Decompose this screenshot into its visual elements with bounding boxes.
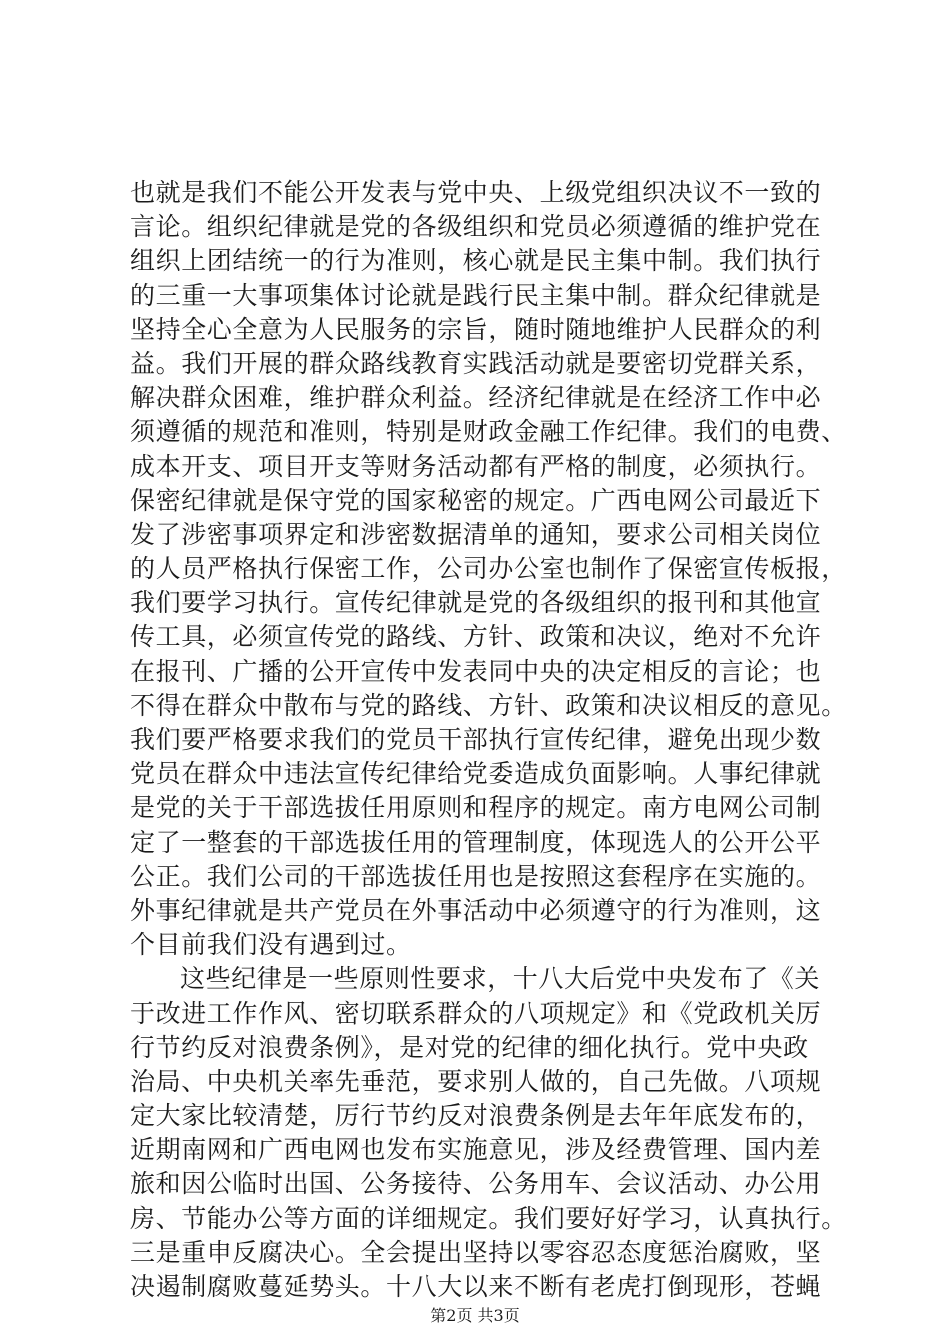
text-line: 不得在群众中散布与党的路线、方针、政策和决议相反的意见。 (130, 690, 847, 720)
text-line: 传工具，必须宣传党的路线、方针、政策和决议，绝对不允许 (130, 622, 822, 652)
text-line: 在报刊、广播的公开宣传中发表同中央的决定相反的言论；也 (130, 656, 822, 686)
text-line: 解决群众困难，维护群众利益。经济纪律就是在经济工作中必 (130, 383, 822, 413)
text-line: 益。我们开展的群众路线教育实践活动就是要密切党群关系， (130, 348, 822, 378)
text-line: 言论。组织纪律就是党的各级组织和党员必须遵循的维护党在 (130, 212, 822, 242)
text-line: 治局、中央机关率先垂范，要求别人做的，自己先做。八项规 (130, 1066, 822, 1096)
text-line: 保密纪律就是保守党的国家秘密的规定。广西电网公司最近下 (130, 485, 822, 515)
text-line: 定大家比较清楚，厉行节约反对浪费条例是去年年底发布的， (130, 1101, 822, 1131)
text-line: 旅和因公临时出国、公务接待、公务用车、会议活动、办公用 (130, 1169, 822, 1199)
text-line: 坚持全心全意为人民服务的宗旨，随时随地维护人民群众的利 (130, 314, 822, 344)
document-body (130, 176, 847, 1304)
text-line: 行节约反对浪费条例》，是对党的纪律的细化执行。党中央政 (130, 1032, 809, 1062)
text-line: 是党的关于干部选拔任用原则和程序的规定。南方电网公司制 (130, 793, 822, 823)
text-line: 房、节能办公等方面的详细规定。我们要好好学习，认真执行。 (130, 1203, 847, 1233)
text-line: 须遵循的规范和准则，特别是财政金融工作纪律。我们的电费、 (130, 417, 847, 447)
text-line: 决遏制腐败蔓延势头。十八大以来不断有老虎打倒现形，苍蝇 (130, 1272, 822, 1301)
text-line: 个目前我们没有遇到过。 (130, 930, 412, 960)
text-line: 这些纪律是一些原则性要求，十八大后党中央发布了《关 (180, 964, 821, 994)
text-line: 也就是我们不能公开发表与党中央、上级党组织决议不一致的 (130, 178, 822, 207)
text-line: 我们要严格要求我们的党员干部执行宣传纪律，避免出现少数 (130, 725, 822, 754)
text-line: 定了一整套的干部选拔任用的管理制度，体现选人的公开公平 (130, 827, 822, 857)
text-line: 发了涉密事项界定和涉密数据清单的通知，要求公司相关岗位 (130, 519, 822, 549)
text-line: 党员在群众中违法宣传纪律给党委造成负面影响。人事纪律就 (130, 759, 822, 789)
text-line: 外事纪律就是共产党员在外事活动中必须遵守的行为准则，这 (130, 895, 822, 925)
text-line: 成本开支、项目开支等财务活动都有严格的制度，必须执行。 (130, 451, 822, 481)
text-line: 近期南网和广西电网也发布实施意见，涉及经费管理、国内差 (130, 1135, 822, 1165)
text-line: 公正。我们公司的干部选拔任用也是按照这套程序在实施的。 (130, 861, 822, 891)
text-line: 的三重一大事项集体讨论就是践行民主集中制。群众纪律就是 (130, 280, 822, 310)
text-line: 的人员严格执行保密工作，公司办公室也制作了保密宣传板报， (130, 554, 847, 584)
text-line: 组织上团结统一的行为准则，核心就是民主集中制。我们执行 (130, 246, 822, 276)
text-line: 三是重申反腐决心。全会提出坚持以零容忍态度惩治腐败，坚 (130, 1237, 822, 1267)
page-footer: 第2页 共3页 (430, 1306, 520, 1325)
text-line: 于改进工作作风、密切联系群众的八项规定》和《党政机关厉 (130, 998, 822, 1028)
text-line: 我们要学习执行。宣传纪律就是党的各级组织的报刊和其他宣 (130, 588, 822, 618)
